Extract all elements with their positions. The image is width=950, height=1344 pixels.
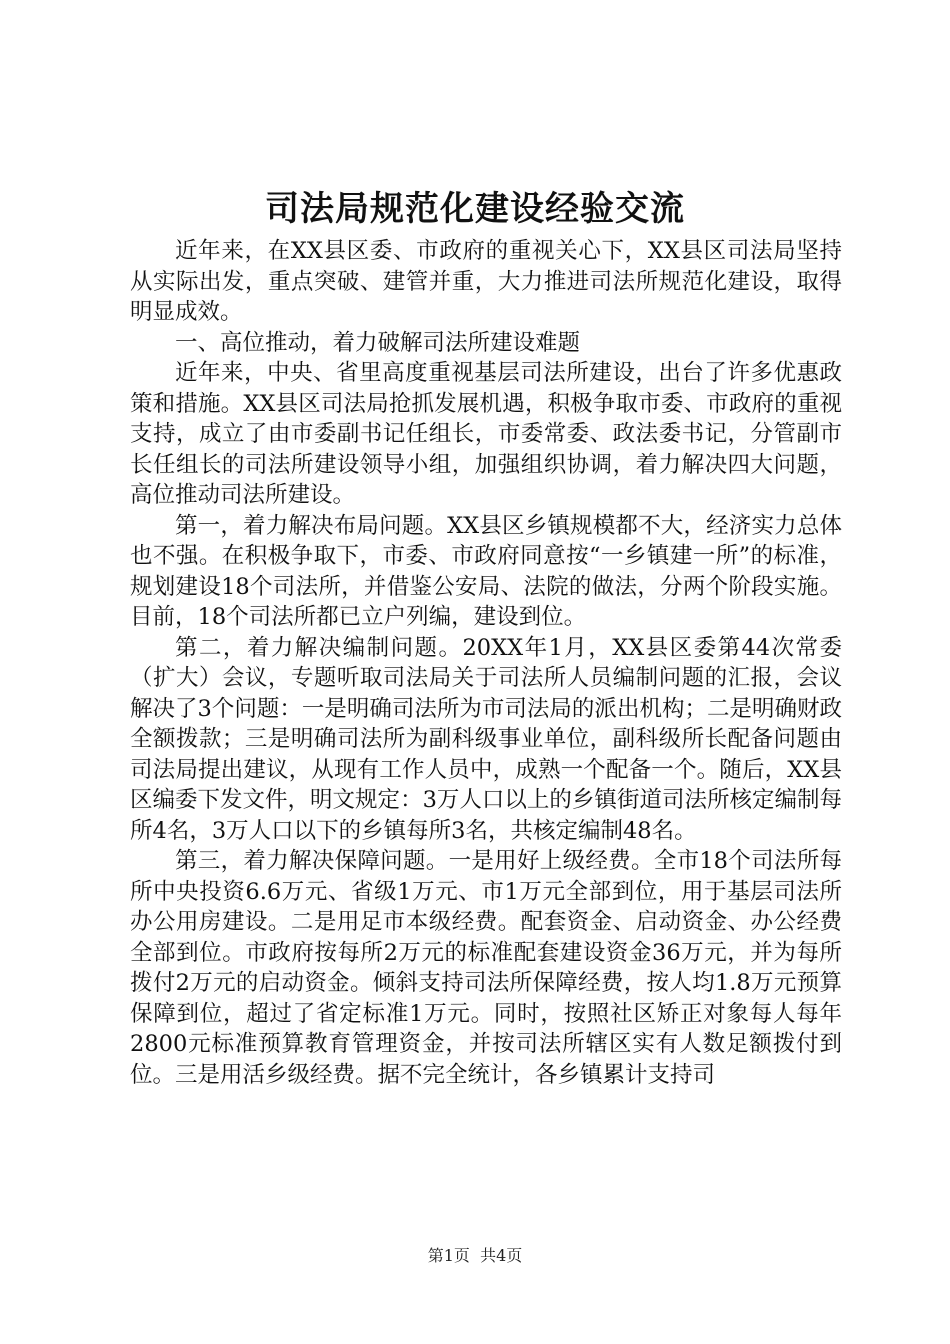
document-body	[130, 236, 842, 1090]
paragraph-second-point: 第二，着力解决编制问题。20XX年1月，XX县区委第44次常委（扩大）会议，专题听取司法局关于司法所人员编制问题的汇报，会议解决了3个问题：一是明确司法所为市司法局的派出机构；二是明确财政全额拨款；三是明确司法所为副科级事业单位，副科级所长配备问题由司法局提出建议，从现有工作人员中，成熟一个配备一个。随后，XX县区编委下发文件，明文规定：3万人口以上的乡镇街道司法所核定编制每所4名，3万人口以下的乡镇每所3名，共核定编制48名。	[130, 634, 842, 844]
document-title: 司法局规范化建设经验交流	[265, 189, 685, 229]
paragraph-intro: 近年来，在XX县区委、市政府的重视关心下，XX县区司法局坚持从实际出发，重点突破、建管并重，大力推进司法所规范化建设，取得明显成效。	[130, 238, 842, 325]
paragraph-first-point: 第一，着力解决布局问题。XX县区乡镇规模都不大，经济实力总体也不强。在积极争取下，市委、市政府同意按“一乡镇建一所”的标准，规划建设18个司法所，并借鉴公安局、法院的做法，分两个阶段实施。目前，18个司法所都已立户列编，建设到位。	[130, 512, 842, 630]
paragraph-section-1: 近年来，中央、省里高度重视基层司法所建设，出台了许多优惠政策和措施。XX县区司法局抢抓发展机遇，积极争取市委、市政府的重视支持，成立了由市委副书记任组长，市委常委、政法委书记，分管副市长任组长的司法所建设领导小组，加强组织协调，着力解决四大问题，高位推动司法所建设。	[130, 360, 842, 508]
section-heading-1: 一、高位推动，着力破解司法所建设难题	[175, 329, 581, 356]
paragraph-third-point: 第三，着力解决保障问题。一是用好上级经费。全市18个司法所每所中央投资6.6万元、省级1万元、市1万元全部到位，用于基层司法所办公用房建设。二是用足市本级经费。配套资金、启动资金、办公经费全部到位。市政府按每所2万元的标准配套建设资金36万元，并为每所拨付2万元的启动资金。倾斜支持司法所保障经费，按人均1.8万元预算保障到位，超过了省定标准1万元。同时，按照社区矫正对象每人每年2800元标准预算教育管理资金，并按司法所辖区实有人数足额拨付到位。三是用活乡级经费。据不完全统计，各乡镇累计支持司	[130, 848, 842, 1088]
page-number: 第1页 共4页	[427, 1246, 523, 1265]
page-footer	[0, 1245, 950, 1267]
